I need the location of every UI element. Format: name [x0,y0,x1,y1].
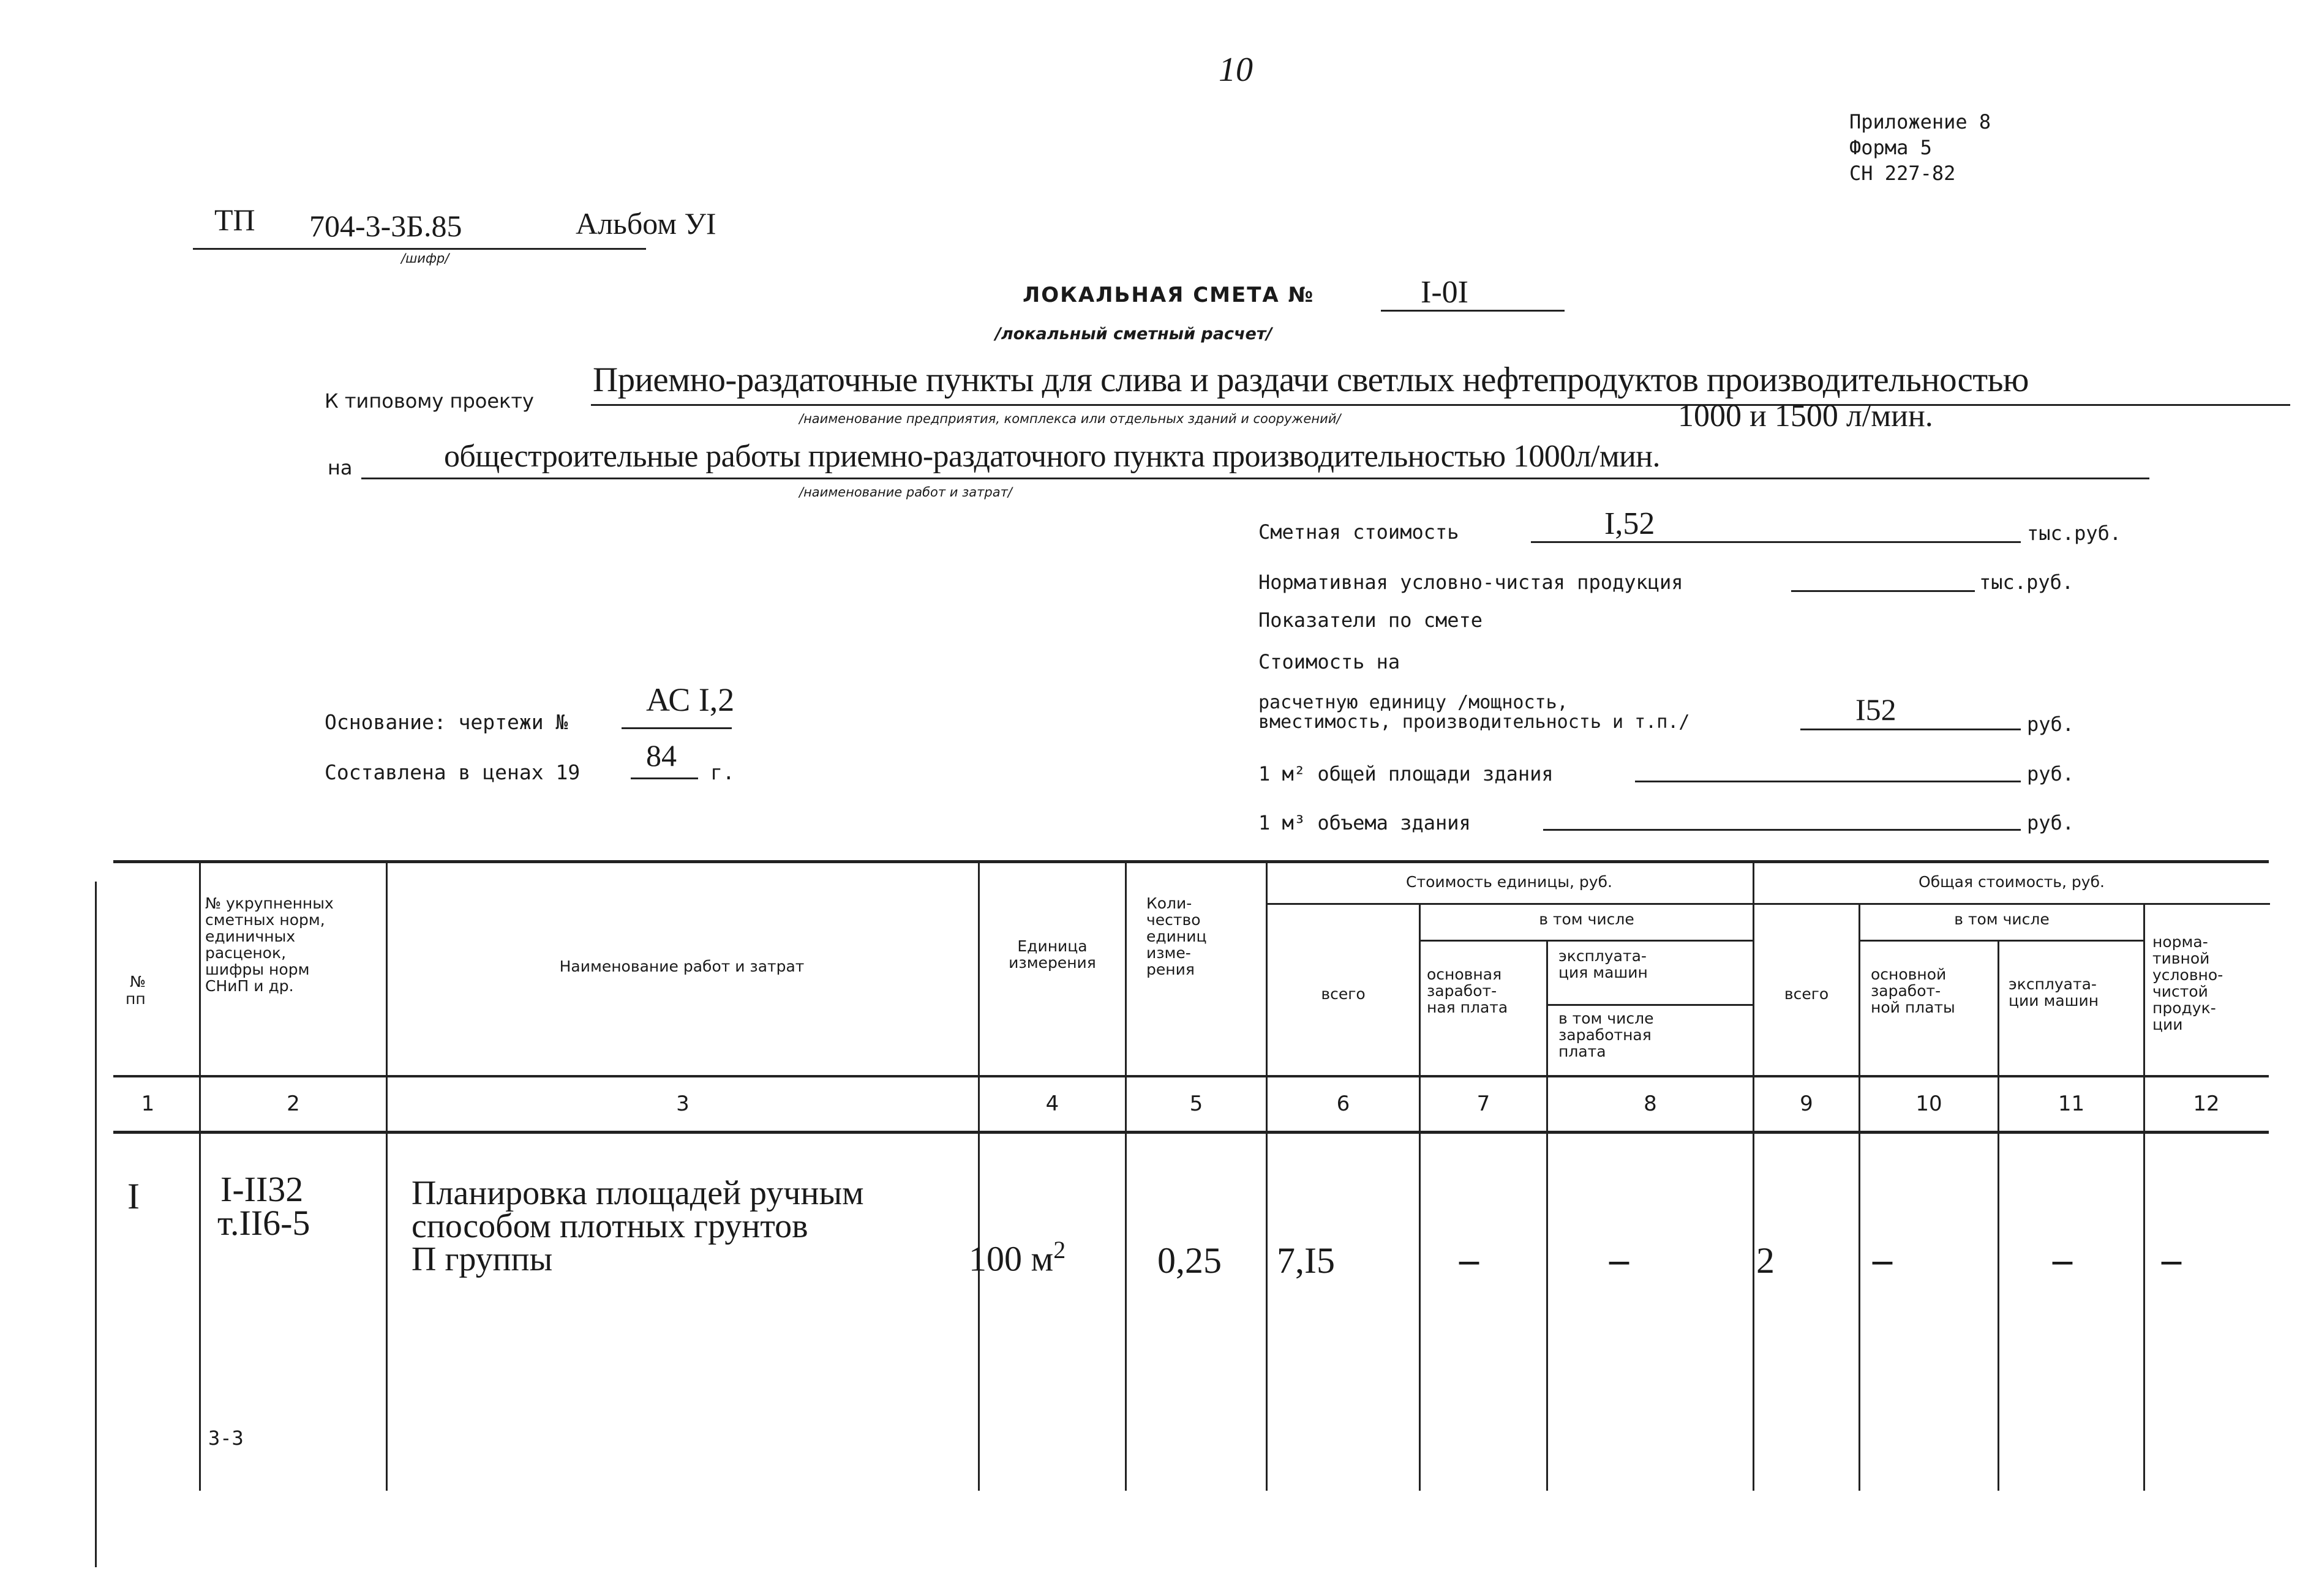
header-c8-b: в том числе заработная плата [1558,1010,1654,1060]
col-divider-1 [199,860,201,1491]
basis-label: Основание: чертежи № [325,710,568,734]
prices-year: 84 [646,738,677,773]
row-name-3: П группы [412,1240,553,1278]
col-number-9: 9 [1800,1092,1813,1116]
appendix-line-1: Приложение 8 [1849,110,1991,133]
row-unit-wage: – [1459,1237,1479,1281]
header-c10: основной заработ- ной платы [1871,965,1955,1016]
row-name-2: способом плотных грунтов [412,1207,808,1245]
page-number: 10 [1219,51,1253,89]
header-c11: эксплуата- ции машин [2009,975,2099,1010]
col-number-7: 7 [1476,1092,1490,1116]
table-left-border [95,882,97,1567]
group-rule-unit [1266,903,2270,905]
col-number-11: 11 [2058,1092,2085,1116]
row-total: 2 [1756,1240,1775,1281]
indicators-label: Показатели по смете [1258,609,1483,632]
numbers-bottom-rule [113,1131,2269,1134]
estimate-subtitle: /локальный сметный расчет/ [995,324,1272,343]
works-caption: /наименование работ и затрат/ [799,485,1012,500]
appendix-line-3: СН 227-82 [1849,162,1956,185]
header-incl-unit: в том числе [1539,910,1634,928]
col-number-8: 8 [1644,1092,1657,1116]
prices-label: Составлена в ценах 19 [325,760,581,784]
prices-underline [631,777,698,779]
basis-value: АС I,2 [646,681,735,718]
header-c5: Коли- чество единиц изме- рения [1146,894,1207,978]
col-divider-4 [1125,860,1127,1491]
header-group-unit: Стоимость единицы, руб. [1406,873,1612,891]
col-number-2: 2 [287,1092,300,1116]
unit-underline [1800,729,2021,730]
table-top-rule [113,860,2269,863]
tp-code: 704-3-3Б.85 [309,209,462,243]
row-unit-total: 7,I5 [1277,1240,1335,1281]
col-divider-5 [1266,860,1268,1491]
cost-label: Сметная стоимость [1258,520,1459,544]
col-number-10: 10 [1915,1092,1942,1116]
album-label: Альбом УI [576,206,716,241]
project-text-2: 1000 и 1500 л/мин. [1678,399,1933,433]
works-text: общестроительные работы приемно-раздаточного пункта производительностью 1000л/мин. [444,439,1660,474]
unit-label-1: расчетную единицу /мощность, [1258,692,1568,713]
col-number-5: 5 [1189,1092,1203,1116]
col-divider-8 [1753,860,1754,1491]
row-number: I [127,1176,140,1216]
row-quantity: 0,25 [1157,1240,1222,1281]
col-number-1: 1 [141,1092,155,1116]
project-text: Приемно-раздаточные пункты для слива и раздачи светлых нефтепродуктов производительностью [593,361,2029,399]
row-normative: – [2162,1237,2181,1281]
appendix-line-2: Форма 5 [1849,136,1932,159]
col-divider-6 [1419,903,1421,1491]
col-divider-2 [386,860,388,1491]
row-unit-machine: – [1609,1237,1629,1281]
area-label: 1 м² общей площади здания [1258,762,1554,785]
incl-rule-total [1859,940,2143,942]
normative-unit: тыс.руб. [1979,571,2074,594]
volume-label: 1 м³ объема здания [1258,811,1471,834]
estimate-number: I-0I [1421,275,1468,310]
header-c7: основная заработ- ная плата [1427,965,1508,1016]
col-divider-7 [1546,940,1548,1491]
works-underline [361,478,2149,479]
col-number-3: 3 [676,1092,690,1116]
cost-per-label: Стоимость на [1258,650,1400,673]
header-group-total: Общая стоимость, руб. [1919,873,2105,891]
col-divider-11 [2143,903,2145,1491]
header-incl-total: в том числе [1954,910,2050,928]
cost-value: I,52 [1604,506,1655,541]
estimate-title: ЛОКАЛЬНАЯ СМЕТА № [1023,283,1315,307]
prices-suffix: г. [710,760,735,784]
row-name-1: Планировка площадей ручным [412,1174,864,1212]
incl-rule-unit [1419,940,1753,942]
project-label: К типовому проекту [325,389,534,413]
tp-underline [193,248,646,250]
col-divider-10 [1998,940,1999,1491]
header-c2: № укрупненных сметных норм, единичных расценок, шифры норм СНиП и др. [205,894,334,995]
header-c8-a: эксплуата- ция машин [1558,947,1648,981]
col-divider-9 [1859,903,1860,1491]
normative-label: Нормативная условно-чистая продукция [1258,571,1683,594]
volume-underline [1543,829,2021,831]
col-number-12: 12 [2193,1092,2220,1116]
area-unit: руб. [2027,762,2075,785]
row-total-wage: – [1873,1237,1892,1281]
cost-underline [1531,541,2021,543]
tp-label: ТП [214,203,255,237]
project-caption: /наименование предприятия, комплекса или отдельных зданий и сооружений/ [799,411,1341,426]
unit-label-2: вместимость, производительность и т.п./ [1258,711,1690,733]
unit-value: I52 [1855,692,1896,727]
row-unit: 100 $м^2$ [969,1236,1066,1279]
area-underline [1635,781,2021,782]
header-c1-b: пп [126,990,146,1008]
row-code-2: т.II6-5 [217,1203,310,1243]
volume-unit: руб. [2027,811,2075,834]
machine-sub-rule [1546,1004,1753,1006]
unit-currency: руб. [2027,713,2075,736]
col-number-6: 6 [1336,1092,1350,1116]
estimate-number-underline [1381,310,1565,312]
header-c3: Наименование работ и затрат [559,957,805,975]
header-c4: Единица измерения [1009,937,1096,972]
basis-underline [622,727,732,729]
header-c6: всего [1321,985,1366,1003]
project-underline [591,404,2290,406]
row-code-1: I-II32 [220,1169,304,1209]
on-label: на [328,456,353,479]
row-total-machine: – [2053,1237,2072,1281]
normative-underline [1791,590,1975,592]
cost-unit: тыс.руб. [2027,522,2122,545]
header-c1-a: № [130,973,146,991]
row-code-3: 3-3 [208,1426,244,1450]
code-caption: /шифр/ [401,251,449,266]
header-c12: норма- тивной условно- чистой продук- ции [2152,933,2223,1033]
col-number-4: 4 [1045,1092,1059,1116]
header-c9: всего [1784,985,1829,1003]
header-bottom-rule [113,1075,2269,1077]
